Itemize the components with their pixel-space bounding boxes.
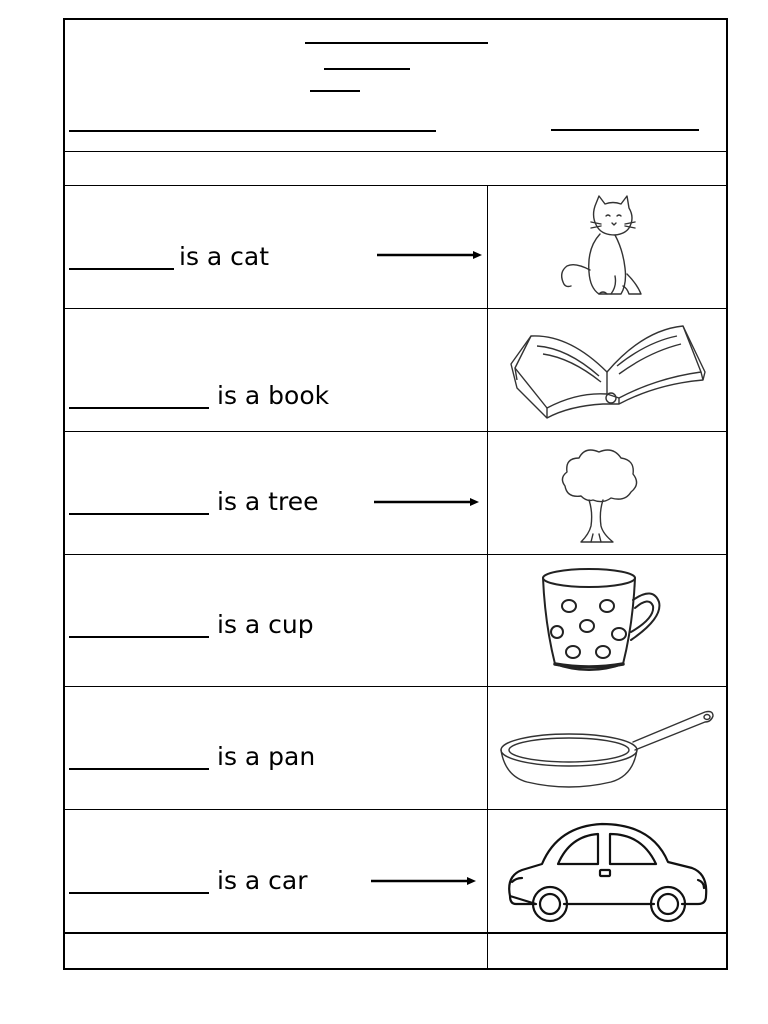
answer-blank[interactable] [69, 513, 209, 515]
pan-icon [497, 706, 719, 794]
answer-blank[interactable] [69, 407, 209, 409]
arrow-icon [369, 874, 479, 888]
instruction-divider [65, 185, 726, 186]
row-phrase: is a tree [217, 487, 319, 516]
answer-blank[interactable] [69, 268, 174, 270]
row-phrase: is a book [217, 381, 330, 410]
arrow-icon [372, 495, 482, 509]
subtitle-blank [324, 68, 410, 70]
row-divider [65, 686, 726, 687]
row-phrase: is a cup [217, 610, 314, 639]
footer-divider [65, 932, 726, 934]
row-phrase: is a pan [217, 742, 316, 771]
row-divider [65, 554, 726, 555]
answer-blank[interactable] [69, 636, 209, 638]
cup-icon [533, 560, 673, 678]
answer-blank[interactable] [69, 892, 209, 894]
arrow-icon [375, 248, 485, 262]
answer-blank[interactable] [69, 768, 209, 770]
column-divider [487, 185, 488, 968]
row-phrase: is a car [217, 866, 308, 895]
row-phrase: is a cat [179, 242, 270, 271]
header-divider [65, 151, 726, 152]
class-blank [310, 90, 360, 92]
worksheet-page [63, 18, 728, 970]
title-blank [305, 42, 488, 44]
tree-icon [537, 440, 647, 550]
cat-icon [553, 192, 663, 302]
row-divider [65, 431, 726, 432]
car-icon [502, 816, 712, 926]
row-divider [65, 308, 726, 309]
row-divider [65, 809, 726, 810]
book-icon [507, 320, 707, 420]
date-blank [551, 129, 699, 131]
name-blank [69, 130, 436, 132]
